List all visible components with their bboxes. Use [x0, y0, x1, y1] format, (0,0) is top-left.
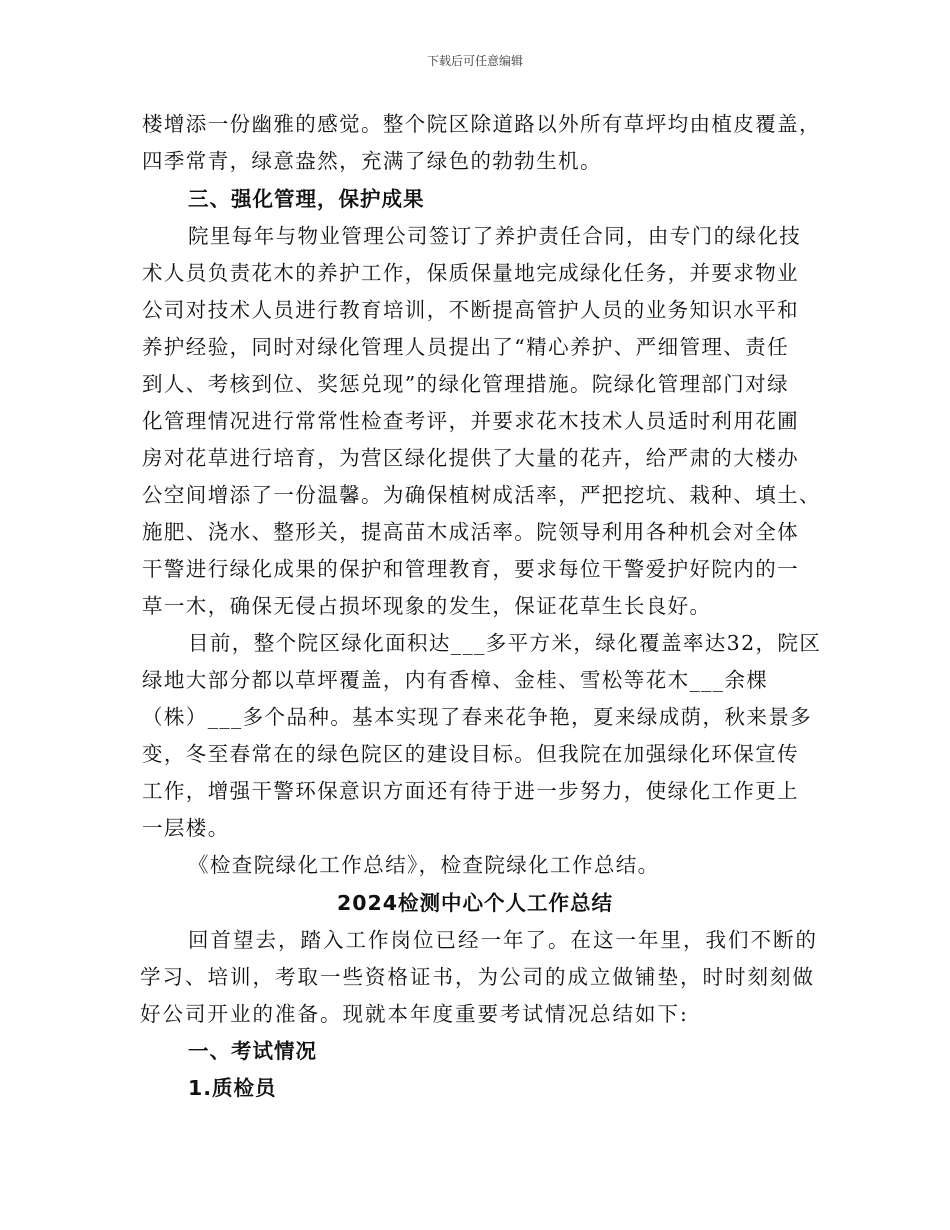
- body-text-line: 四季常青，绿意盎然，充满了绿色的勃勃生机。: [142, 149, 602, 173]
- section-heading: 一、考试情况: [188, 1039, 317, 1063]
- paragraph-first-line: 回首望去，踏入工作岗位已经一年了。在这一年里，我们不断的: [188, 928, 818, 952]
- body-text-line: 化管理情况进行常常性检查考评，并要求花木技术人员适时利用花圃: [142, 409, 799, 433]
- body-text-line: 到人、考核到位、奖惩兑现”的绿化管理措施。院绿化管理部门对绿: [142, 372, 789, 396]
- body-text-line: 草一木，确保无侵占损坏现象的发生，保证花草生长良好。: [142, 594, 712, 618]
- body-text-line: （株）___多个品种。基本实现了春来花争艳，夏来绿成荫，秋来景多: [142, 705, 813, 729]
- body-text-line: 绿地大部分都以草坪覆盖，内有香樟、金桂、雪松等花木___余棵: [142, 668, 769, 692]
- body-text-line: 房对花草进行培育，为营区绿化提供了大量的花卉，给严肃的大楼办: [142, 446, 799, 470]
- body-text-line: 干警进行绿化成果的保护和管理教育，要求每位干警爱护好院内的一: [142, 557, 799, 581]
- section-heading: 三、强化管理，保护成果: [188, 187, 425, 211]
- body-text-line: 工作，增强干警环保意识方面还有待于进一步努力，使绿化工作更上: [142, 779, 799, 803]
- subsection-heading: 1.质检员: [188, 1076, 277, 1100]
- body-text-line: 施肥、浇水、整形关，提高苗木成活率。院领导利用各种机会对全体: [142, 520, 799, 544]
- body-text-line: 公司对技术人员进行教育培训，不断提高管护人员的业务知识水平和: [142, 298, 799, 322]
- body-text-line: 学习、培训，考取一些资格证书，为公司的成立做铺垫，时时刻刻做: [140, 965, 815, 989]
- paragraph-first-line: 目前，整个院区绿化面积达___多平方米，绿化覆盖率达32，院区: [188, 631, 822, 655]
- body-text-line: 变，冬至春常在的绿色院区的建设目标。但我院在加强绿化环保宣传: [142, 742, 799, 766]
- body-text-line: 养护经验，同时对绿化管理人员提出了“精心养护、严细管理、责任: [142, 335, 789, 359]
- body-text-line: 一层楼。: [142, 816, 230, 840]
- paragraph-first-line: 院里每年与物业管理公司签订了养护责任合同，由专门的绿化技: [188, 224, 802, 248]
- body-text-line: 公空间增添了一份温馨。为确保植树成活率，严把挖坑、栽种、填土、: [142, 483, 821, 507]
- body-text-line: 术人员负责花木的养护工作，保质保量地完成绿化任务，并要求物业: [142, 261, 799, 285]
- document-title: 2024检测中心个人工作总结: [336, 891, 614, 915]
- body-text-line: 楼增添一份幽雅的感觉。整个院区除道路以外所有草坪均由植皮覆盖，: [142, 112, 821, 136]
- paragraph-first-line: 《检查院绿化工作总结》，检查院绿化工作总结。: [188, 853, 660, 877]
- body-text-line: 好公司开业的准备。现就本年度重要考试情况总结如下:: [140, 1002, 689, 1026]
- page-header: 下载后可任意编辑: [426, 54, 523, 68]
